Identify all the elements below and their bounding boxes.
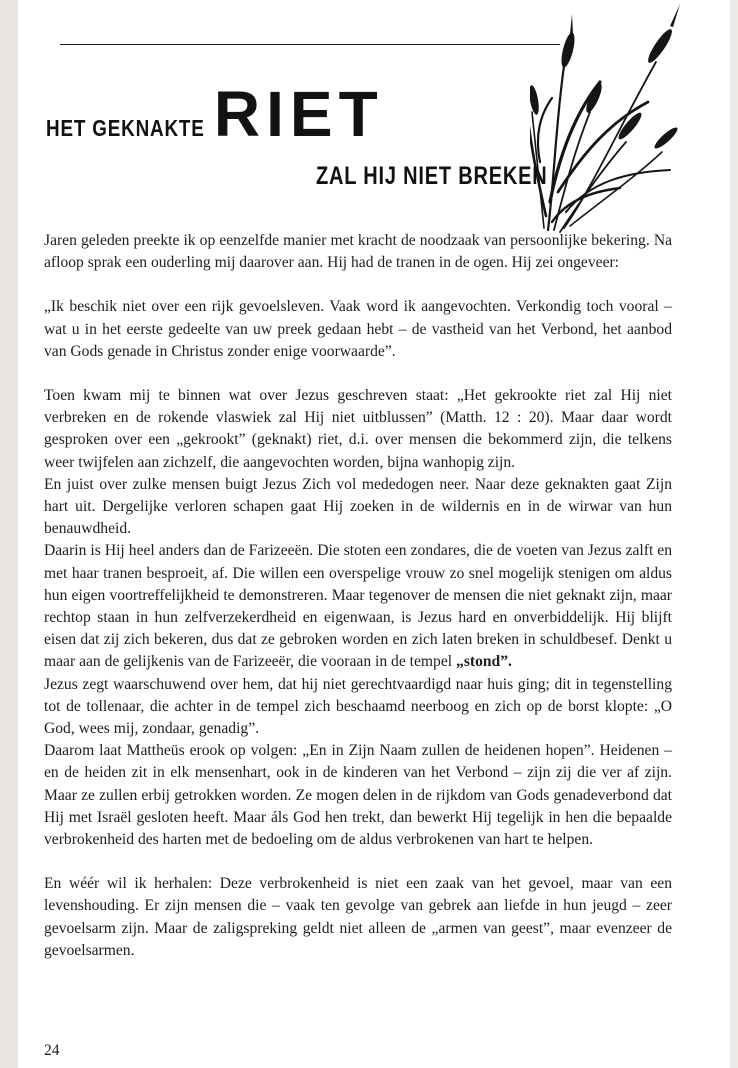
- header-rule: [60, 44, 560, 45]
- title-small: HET GEKNAKTE: [46, 115, 205, 141]
- paragraph-4: En juist over zulke mensen buigt Jezus Zich vol mededogen neer. Naar deze geknakten gaat Zijn hart uit. Dergelijke verloren schapen gaat Hij zoeken in de wildernis en in de wirwar van hun benauwdheid.: [44, 475, 672, 538]
- page-number: 24: [44, 1042, 60, 1059]
- scan-edge-right: [730, 0, 738, 1068]
- title-line-2: ZAL HIJ NIET BREKEN: [316, 162, 548, 190]
- title-big: RIET: [213, 78, 384, 150]
- paragraph-7: Daarom laat Mattheüs erook op volgen: „En in Zijn Naam zullen de heidenen hopen”. Heidenen – en de heiden zit in elk mensenhart, ook in de kinderen van het Verbond – zijn zij die ver af zijn. Maar ze zullen erbij getrokken worden. Ze mogen delen in de rijkdom van Gods genadeverbond dat Hij met Israël gesloten heeft. Maar áls God hen trekt, dan bewerkt Hij tegelijk in hen die bepaalde verbrokenheid des harten met de bedoeling om de aldus verbrokenen van hart te helpen.: [44, 742, 672, 849]
- paragraph-5-emphasis: „stond”.: [456, 653, 512, 671]
- body-text: [44, 230, 672, 962]
- paragraph-8: En wéér wil ik herhalen: Deze verbrokenheid is niet een zaak van het gevoel, maar van een levenshouding. Er zijn mensen die – vaak ten gevolge van gebrek aan liefde in hun jeugd – zeer gevoelsarm zijn. Maar de zaligspreking geldt niet alleen de „armen van geest”, maar evenzeer de gevoelsarmen.: [44, 875, 672, 959]
- paragraph-1: Jaren geleden preekte ik op eenzelfde manier met kracht de noodzaak van persoonlijke bekering. Na afloop sprak een ouderling mij daarover aan. Hij had de tranen in de ogen. Hij zei ongeveer:: [44, 232, 672, 272]
- title-line-1: [46, 78, 384, 152]
- reeds-icon: [530, 2, 690, 234]
- scan-edge-left: [0, 0, 18, 1068]
- paragraph-3: Toen kwam mij te binnen wat over Jezus geschreven staat: „Het gekrookte riet zal Hij niet verbreken en de rokende vlaswiek zal Hij niet uitblussen” (Matth. 12 : 20). Maar daar wordt gesproken over een „gekrookt” (geknakt) riet, d.i. over mensen die bekommerd zijn, die telkens weer twijfelen aan zichzelf, die aangevochten worden, bijna wanhopig zijn.: [44, 387, 672, 471]
- paragraph-5-text: Daarin is Hij heel anders dan de Farizeeën. Die stoten een zondares, die de voeten van Jezus zalft en met haar tranen besproeit, af. Die willen een overspelige vrouw zo snel mogelijk stenigen om aldus hun eigen voortreffelijkheid te demonstreren. Maar tegenover de mensen die niet geknakt zijn, maar rechtop staan in hun zelfverzekerdheid en eigenwaan, is Jezus hard en onverbiddelijk. Hij blijft eisen dat zij zich bekeren, dus dat ze gebroken worden en zich laten breken in schuldbesef. Denkt u maar aan de gelijkenis van de Farizeeër, die vooraan in de tempel: [44, 542, 672, 671]
- paragraph-5: [44, 540, 672, 673]
- paragraph-2: „Ik beschik niet over een rijk gevoelsleven. Vaak word ik aangevochten. Verkondig toch vooral – wat u in het eerste gedeelte van uw preek gedaan hebt – de vastheid van het Verbond, het aanbod van Gods genade in Christus zonder enige voorwaarde”.: [44, 298, 672, 360]
- paragraph-6: Jezus zegt waarschuwend over hem, dat hij niet gerechtvaardigd naar huis ging; dit in tegenstelling tot de tollenaar, die achter in de tempel zich beschaamd neerboog en zich op de borst klopte: „O God, wees mij, zondaar, genadig”.: [44, 675, 672, 738]
